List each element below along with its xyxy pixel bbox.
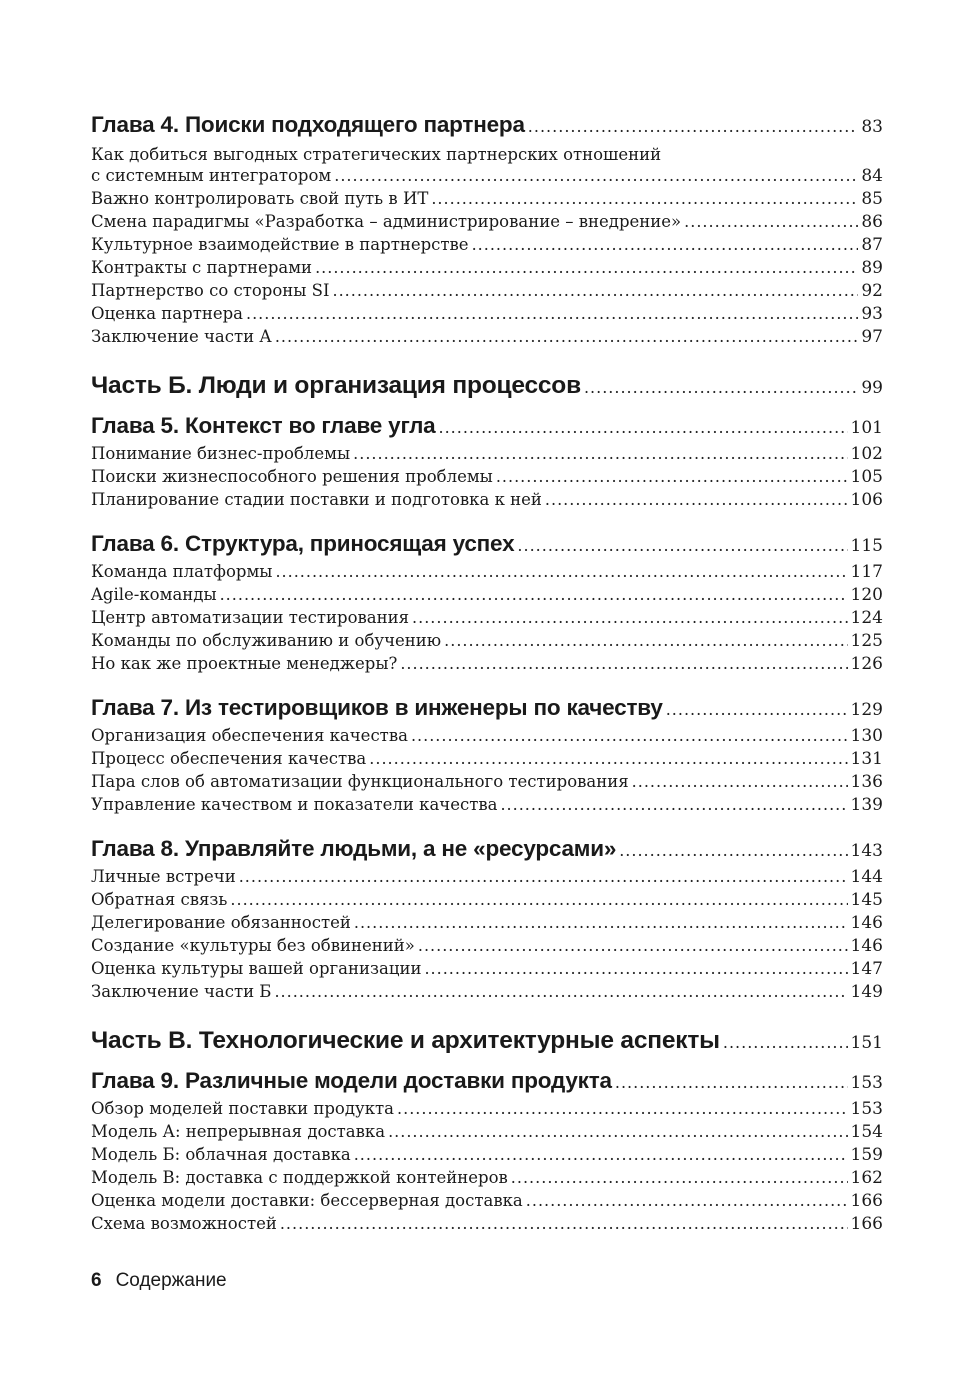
toc-row bbox=[91, 258, 883, 281]
page-ref: 126 bbox=[850, 654, 883, 674]
toc-row bbox=[91, 562, 883, 585]
toc-row bbox=[91, 413, 883, 444]
toc-row bbox=[91, 836, 883, 867]
dot-leader bbox=[500, 795, 847, 814]
dot-leader bbox=[431, 189, 858, 208]
toc-row bbox=[91, 1099, 883, 1122]
item-title: Центр автоматизации тестирования bbox=[91, 608, 410, 627]
dot-leader bbox=[444, 631, 847, 650]
page-ref: 93 bbox=[861, 304, 883, 324]
dot-leader bbox=[666, 700, 848, 719]
toc-row bbox=[91, 695, 883, 726]
item-title: Но как же проектные менеджеры? bbox=[91, 654, 398, 673]
toc-row bbox=[91, 467, 883, 490]
dot-leader bbox=[684, 212, 858, 231]
item-title: с системным интегратором bbox=[91, 166, 332, 185]
item-title: Процесс обеспечения качества bbox=[91, 749, 367, 768]
dot-leader bbox=[354, 913, 848, 932]
toc-row bbox=[91, 304, 883, 327]
toc-row bbox=[91, 490, 883, 513]
item-title: Понимание бизнес-проблемы bbox=[91, 444, 351, 463]
page-footer bbox=[91, 1270, 227, 1292]
page-ref: 99 bbox=[861, 378, 883, 398]
page-ref: 120 bbox=[850, 585, 883, 605]
page-ref: 124 bbox=[850, 608, 883, 628]
toc-row bbox=[91, 531, 883, 562]
dot-leader bbox=[246, 304, 858, 323]
page-ref: 101 bbox=[850, 418, 883, 438]
page-ref: 153 bbox=[850, 1073, 883, 1093]
page-ref: 151 bbox=[850, 1033, 883, 1053]
page-ref: 146 bbox=[850, 936, 883, 956]
item-title: Модель А: непрерывная доставка bbox=[91, 1122, 386, 1141]
toc-row bbox=[91, 726, 883, 749]
item-title: Модель Б: облачная доставка bbox=[91, 1145, 351, 1164]
item-title: Заключение части А bbox=[91, 327, 272, 346]
item-title: Партнерство со стороны SI bbox=[91, 281, 330, 300]
toc-row bbox=[91, 982, 883, 1005]
page-ref: 97 bbox=[861, 327, 883, 347]
page-ref: 85 bbox=[861, 189, 883, 209]
toc-row bbox=[91, 112, 883, 143]
page-ref: 130 bbox=[850, 726, 883, 746]
item-title: Оценка партнера bbox=[91, 304, 243, 323]
toc-row bbox=[91, 772, 883, 795]
page-ref: 147 bbox=[850, 959, 883, 979]
page-ref: 166 bbox=[850, 1214, 883, 1234]
toc-row bbox=[91, 235, 883, 258]
page-ref: 92 bbox=[861, 281, 883, 301]
dot-leader bbox=[412, 608, 848, 627]
page-ref: 89 bbox=[861, 258, 883, 278]
page-ref: 149 bbox=[850, 982, 883, 1002]
page-ref: 115 bbox=[850, 536, 883, 556]
item-title: Поиски жизнеспособного решения проблемы bbox=[91, 467, 493, 486]
dot-leader bbox=[334, 166, 858, 185]
dot-leader bbox=[333, 281, 859, 300]
item-title: Культурное взаимодействие в партнерстве bbox=[91, 235, 469, 254]
dot-leader bbox=[496, 467, 848, 486]
dot-leader bbox=[411, 726, 848, 745]
item-title: Оценка модели доставки: бессерверная доставка bbox=[91, 1191, 523, 1210]
toc-row bbox=[91, 1214, 883, 1237]
toc-row bbox=[91, 585, 883, 608]
toc-row bbox=[91, 1191, 883, 1214]
page-ref: 145 bbox=[850, 890, 883, 910]
dot-leader bbox=[511, 1168, 848, 1187]
toc-row bbox=[91, 372, 883, 405]
dot-leader bbox=[353, 444, 847, 463]
dot-leader bbox=[220, 585, 848, 604]
toc-row bbox=[91, 913, 883, 936]
toc-row bbox=[91, 608, 883, 631]
table-of-contents bbox=[91, 112, 883, 1237]
page-ref: 129 bbox=[850, 700, 883, 720]
dot-leader bbox=[397, 1099, 848, 1118]
dot-leader bbox=[315, 258, 858, 277]
toc-row bbox=[91, 1122, 883, 1145]
chapter-title: Глава 6. Структура, приносящая успех bbox=[91, 531, 515, 556]
dot-leader bbox=[275, 327, 859, 346]
part-title: Часть В. Технологические и архитектурные аспекты bbox=[91, 1027, 720, 1054]
dot-leader bbox=[438, 418, 847, 437]
dot-leader bbox=[517, 536, 847, 555]
item-title: Создание «культуры без обвинений» bbox=[91, 936, 415, 955]
page-ref: 144 bbox=[850, 867, 883, 887]
dot-leader bbox=[369, 749, 847, 768]
page-ref: 125 bbox=[850, 631, 883, 651]
dot-leader bbox=[424, 959, 847, 978]
toc-entry-item bbox=[91, 143, 883, 189]
dot-leader bbox=[584, 378, 858, 397]
item-title: Модель В: доставка с поддержкой контейнеров bbox=[91, 1168, 508, 1187]
dot-leader bbox=[615, 1073, 848, 1092]
page-ref: 143 bbox=[850, 841, 883, 861]
dot-leader bbox=[619, 841, 847, 860]
item-title: Обзор моделей поставки продукта bbox=[91, 1099, 395, 1118]
page-ref: 166 bbox=[850, 1191, 883, 1211]
chapter-title: Глава 5. Контекст во главе угла bbox=[91, 413, 436, 438]
dot-leader bbox=[528, 117, 859, 136]
toc-row bbox=[91, 1068, 883, 1099]
item-title: Схема возможностей bbox=[91, 1214, 277, 1233]
item-title: Делегирование обязанностей bbox=[91, 913, 351, 932]
item-title: Команда платформы bbox=[91, 562, 273, 581]
page-ref: 139 bbox=[850, 795, 883, 815]
toc-row bbox=[91, 1027, 883, 1060]
item-title: Смена парадигмы «Разработка – администрирование – внедрение» bbox=[91, 212, 682, 231]
page-ref: 117 bbox=[850, 562, 883, 582]
page-ref: 83 bbox=[861, 117, 883, 137]
dot-leader bbox=[526, 1191, 848, 1210]
page-ref: 102 bbox=[850, 444, 883, 464]
page-number: 6 bbox=[91, 1270, 102, 1291]
chapter-title: Глава 4. Поиски подходящего партнера bbox=[91, 112, 525, 137]
toc-row bbox=[91, 936, 883, 959]
chapter-title: Глава 8. Управляйте людьми, а не «ресурсами» bbox=[91, 836, 617, 861]
dot-leader bbox=[354, 1145, 848, 1164]
page-ref: 146 bbox=[850, 913, 883, 933]
toc-row bbox=[91, 867, 883, 890]
toc-row bbox=[91, 281, 883, 304]
chapter-title: Глава 7. Из тестировщиков в инженеры по качеству bbox=[91, 695, 663, 720]
item-title: Заключение части Б bbox=[91, 982, 272, 1001]
chapter-title: Глава 9. Различные модели доставки продукта bbox=[91, 1068, 612, 1093]
dot-leader bbox=[388, 1122, 847, 1141]
page-ref: 105 bbox=[850, 467, 883, 487]
dot-leader bbox=[400, 654, 847, 673]
toc-row bbox=[91, 890, 883, 913]
page-ref: 84 bbox=[861, 166, 883, 186]
dot-leader bbox=[239, 867, 848, 886]
page-ref: 153 bbox=[850, 1099, 883, 1119]
page-ref: 162 bbox=[850, 1168, 883, 1188]
item-title: Управление качеством и показатели качества bbox=[91, 795, 498, 814]
item-title: Организация обеспечения качества bbox=[91, 726, 408, 745]
dot-leader bbox=[545, 490, 848, 509]
item-title: Оценка культуры вашей организации bbox=[91, 959, 422, 978]
toc-row bbox=[91, 444, 883, 467]
page-ref: 136 bbox=[850, 772, 883, 792]
item-title: Команды по обслуживанию и обучению bbox=[91, 631, 442, 650]
toc-row bbox=[91, 212, 883, 235]
item-title: Личные встречи bbox=[91, 867, 236, 886]
dot-leader bbox=[280, 1214, 848, 1233]
toc-row bbox=[91, 327, 883, 350]
toc-row bbox=[91, 631, 883, 654]
dot-leader bbox=[418, 936, 848, 955]
page-ref: 86 bbox=[861, 212, 883, 232]
toc-row bbox=[91, 1168, 883, 1191]
item-title: Важно контролировать свой путь в ИТ bbox=[91, 189, 429, 208]
dot-leader bbox=[275, 562, 847, 581]
running-header: Содержание bbox=[115, 1270, 227, 1291]
dot-leader bbox=[472, 235, 859, 254]
item-title: Agile-команды bbox=[91, 585, 217, 604]
toc-row bbox=[91, 959, 883, 982]
dot-leader bbox=[632, 772, 848, 791]
page-ref: 159 bbox=[850, 1145, 883, 1165]
toc-row bbox=[91, 654, 883, 677]
dot-leader bbox=[230, 890, 847, 909]
dot-leader bbox=[723, 1033, 848, 1052]
toc-row bbox=[91, 189, 883, 212]
item-title: Обратная связь bbox=[91, 890, 228, 909]
page-ref: 87 bbox=[861, 235, 883, 255]
item-title: Контракты с партнерами bbox=[91, 258, 313, 277]
dot-leader bbox=[274, 982, 847, 1001]
toc-row bbox=[91, 749, 883, 772]
page-ref: 106 bbox=[850, 490, 883, 510]
toc-entry-title-line: Как добиться выгодных стратегических партнерских отношений bbox=[91, 145, 662, 164]
page-ref: 131 bbox=[850, 749, 883, 769]
item-title: Планирование стадии поставки и подготовка к ней bbox=[91, 490, 542, 509]
toc-row bbox=[91, 166, 883, 189]
item-title: Пара слов об автоматизации функционального тестирования bbox=[91, 772, 629, 791]
toc-row bbox=[91, 795, 883, 818]
part-title: Часть Б. Люди и организация процессов bbox=[91, 372, 581, 399]
page-ref: 154 bbox=[850, 1122, 883, 1142]
toc-row bbox=[91, 1145, 883, 1168]
